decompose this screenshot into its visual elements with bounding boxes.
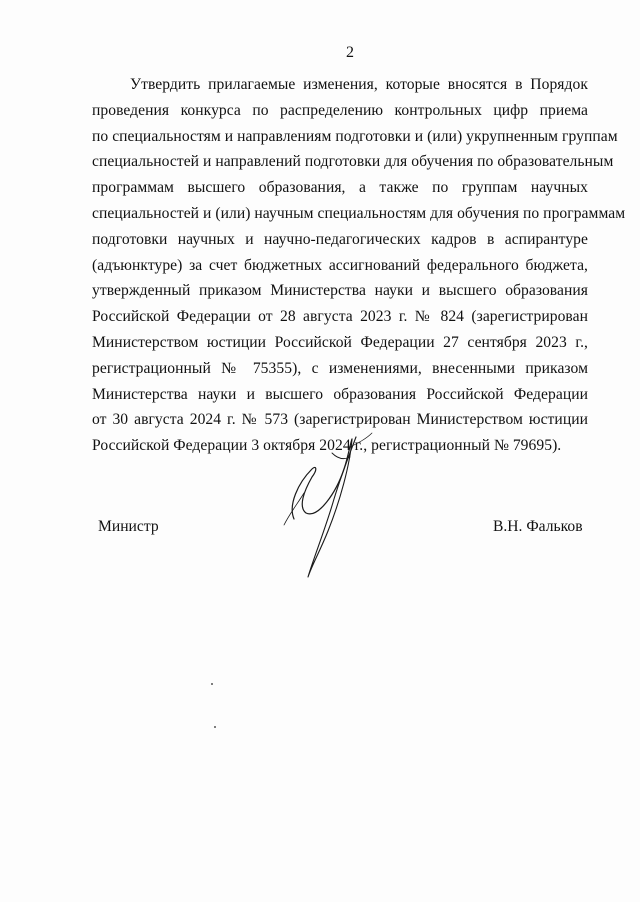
scan-speck <box>214 726 216 728</box>
text-line: по специальностям и направлениям подготовки и (или) укрупненным группам <box>92 127 618 145</box>
text-line: специальностей и направлений подготовки для обучения по образовательным <box>92 153 614 171</box>
text-line: регистрационный № 75355), с изменениями, внесенными приказом <box>92 359 588 377</box>
text-line: (адъюнктуре) за счет бюджетных ассигнований федерального бюджета, <box>92 256 588 274</box>
text-line: Министерством юстиции Российской Федерации 27 сентября 2023 г., <box>92 333 588 351</box>
text-line: утвержденный приказом Министерства науки и высшего образования <box>92 282 588 300</box>
scan-speck <box>211 683 213 685</box>
text-line: проведения конкурса по распределению контрольных цифр приема <box>92 101 588 119</box>
text-line: подготовки научных и научно-педагогических кадров в аспирантуре <box>92 230 588 248</box>
text-line: Российской Федерации от 28 августа 2023 г. № 824 (зарегистрирован <box>92 308 588 326</box>
text-line: Российской Федерации 3 октября 2024 г., регистрационный № 79695). <box>92 437 562 455</box>
signatory-name: В.Н. Фальков <box>493 518 583 535</box>
text-line: программам высшего образования, а также по группам научных <box>92 179 588 197</box>
text-line: Утвердить прилагаемые изменения, которые вносятся в Порядок <box>130 76 588 93</box>
text-line: Министерства науки и высшего образования Российской Федерации <box>92 385 588 403</box>
text-line: специальностей и (или) научным специальностям для обучения по программам <box>92 204 626 222</box>
handwritten-signature <box>270 395 380 595</box>
text-line: от 30 августа 2024 г. № 573 (зарегистрирован Министерством юстиции <box>92 411 588 429</box>
page-number: 2 <box>346 44 354 61</box>
signatory-position: Министр <box>98 518 159 535</box>
